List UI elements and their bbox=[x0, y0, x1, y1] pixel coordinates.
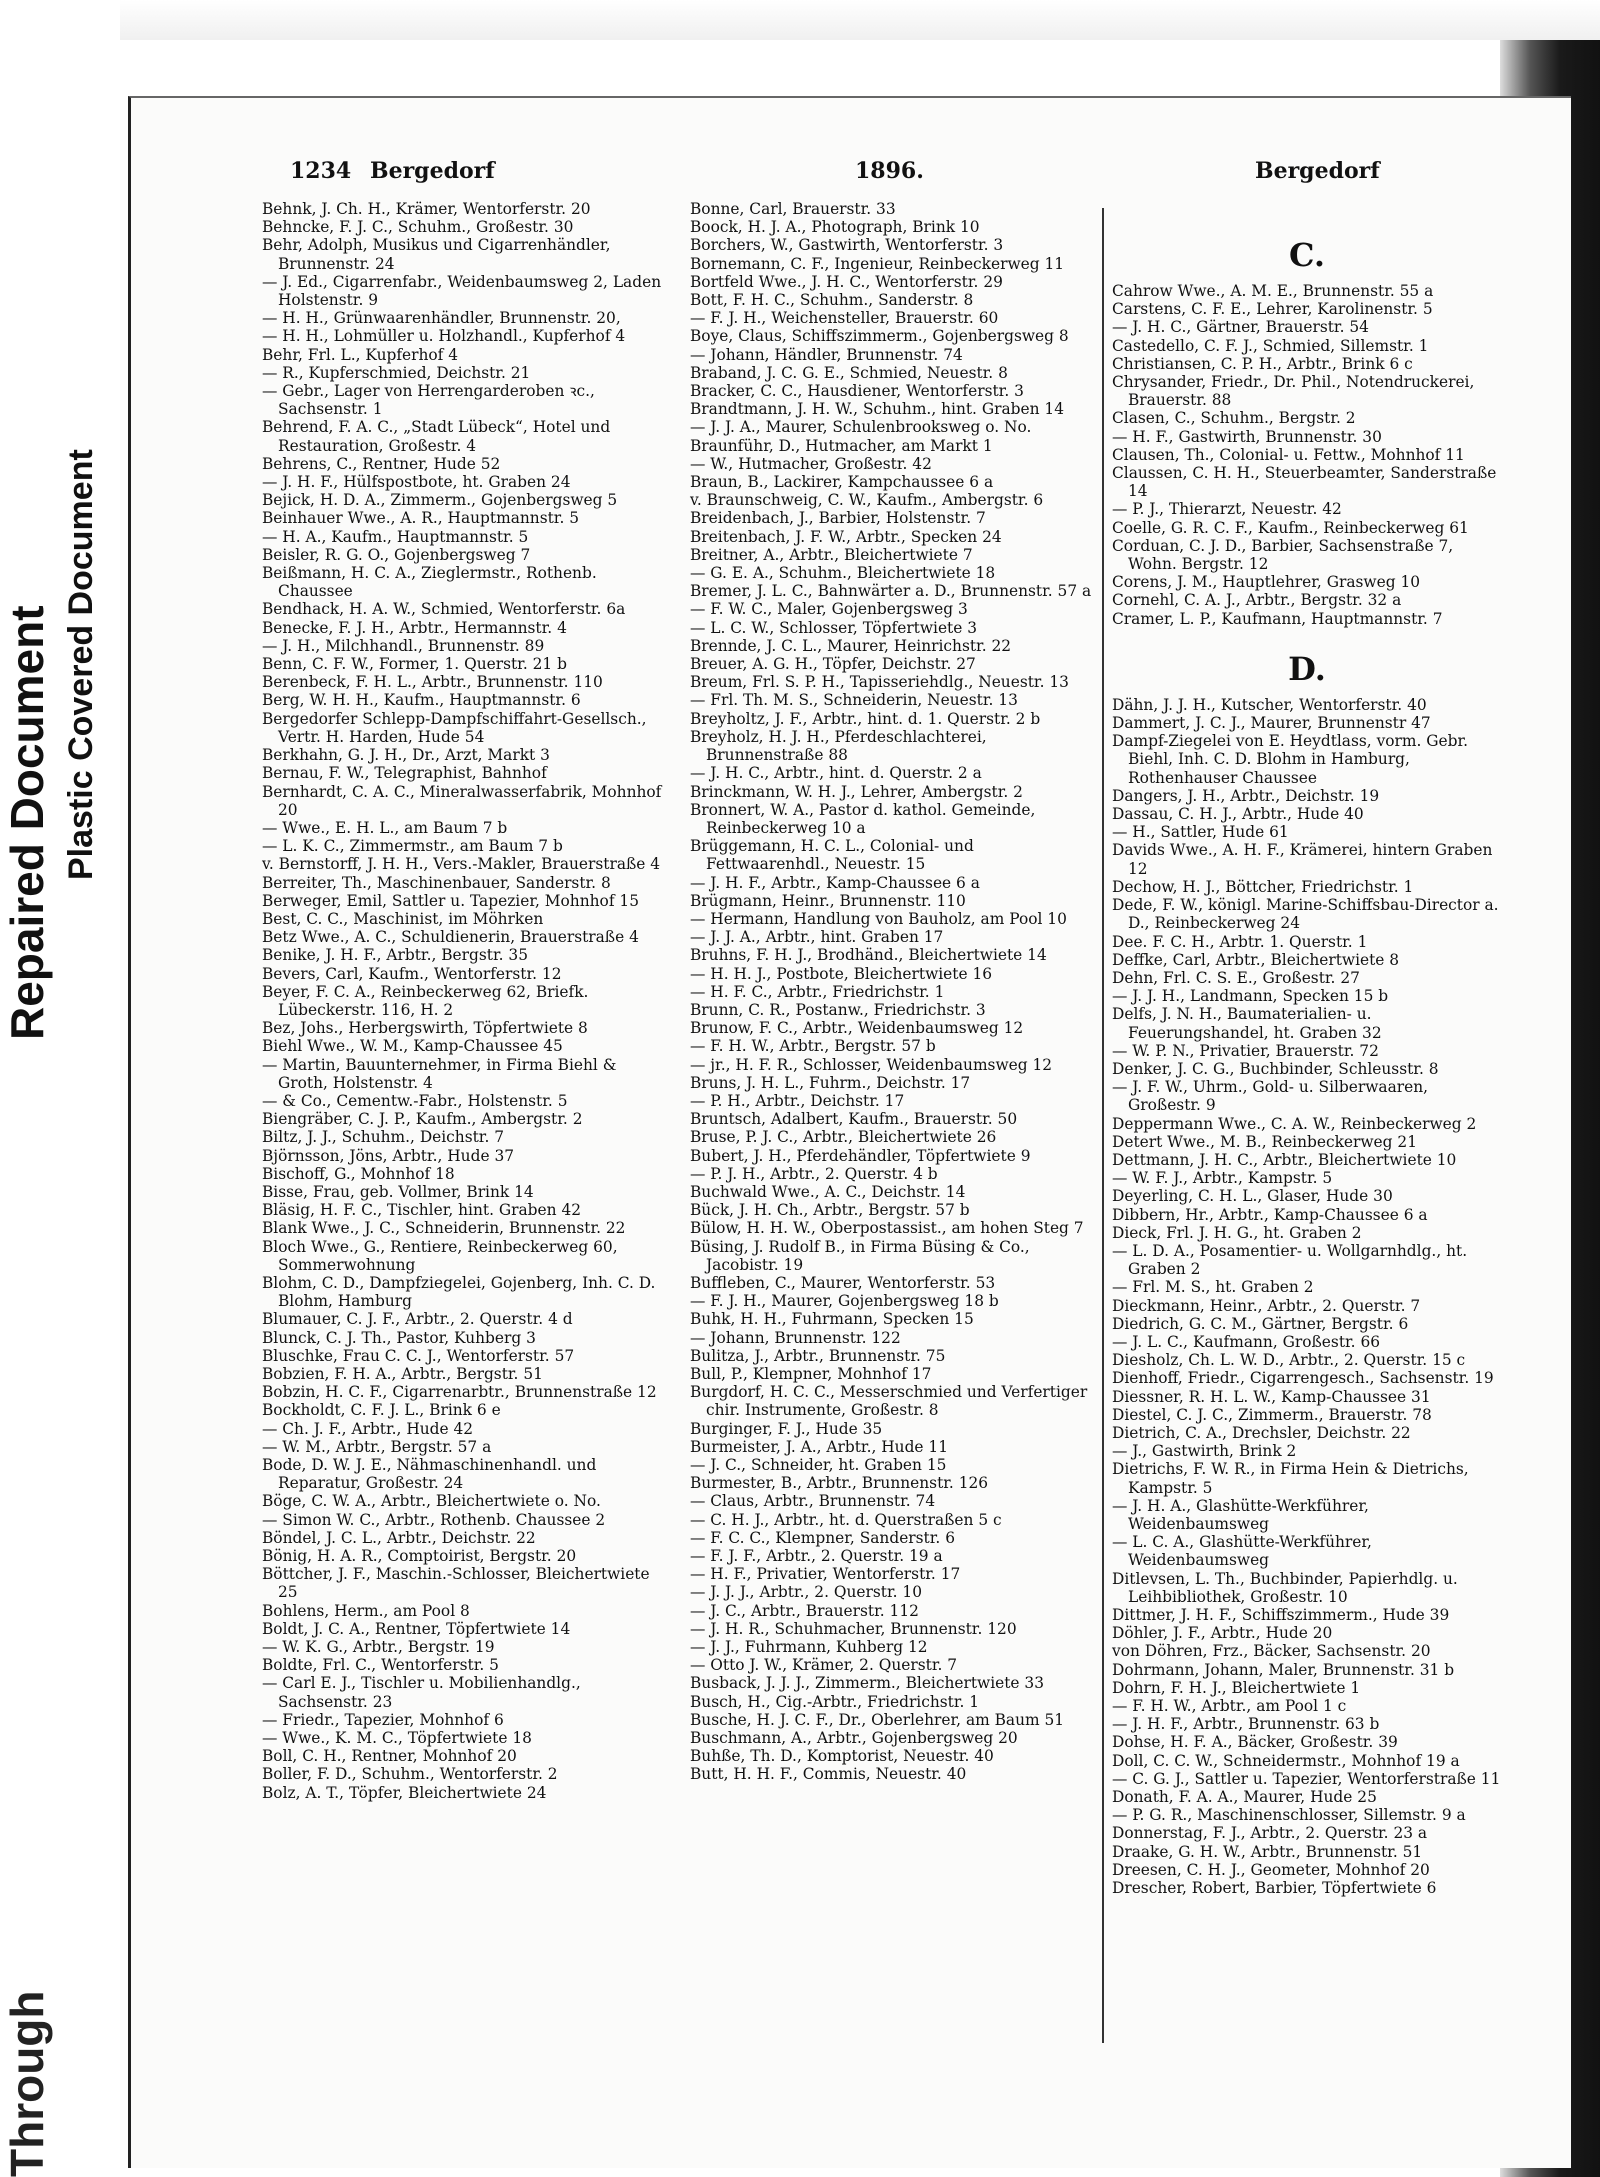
directory-entry: Buhk, H. H., Fuhrmann, Specken 15 bbox=[690, 1310, 974, 1329]
directory-entry: Boock, H. J. A., Photograph, Brink 10 bbox=[690, 218, 980, 237]
directory-entry: Beißmann, H. C. A., Zieglermstr., Rothenb. Chaussee bbox=[262, 564, 597, 601]
directory-entry: Dee. F. C. H., Arbtr. 1. Querstr. 1 bbox=[1112, 932, 1368, 951]
directory-entry: Clasen, C., Schuhm., Bergstr. 2 bbox=[1112, 409, 1356, 428]
directory-entry: Brügmann, Heinr., Brunnenstr. 110 bbox=[690, 891, 966, 910]
directory-entry: Bull, P., Klempner, Mohnhof 17 bbox=[690, 1365, 932, 1383]
directory-entry: Brinckmann, W. H. J., Lehrer, Ambergstr. 2 bbox=[690, 782, 1023, 801]
directory-entry: Berreiter, Th., Maschinenbauer, Sanderstr. 8 bbox=[262, 873, 611, 892]
directory-entry: — W. K. G., Arbtr., Bergstr. 19 bbox=[262, 1638, 495, 1657]
directory-entry: — Carl E. J., Tischler u. Mobilienhandlg., Sachsenstr. 23 bbox=[262, 1674, 581, 1711]
scan-top-margin bbox=[120, 0, 1600, 40]
directory-entry: Cramer, L. P., Kaufmann, Hauptmannstr. 7 bbox=[1112, 609, 1443, 628]
directory-entry: Burmeister, J. A., Arbtr., Hude 11 bbox=[690, 1437, 949, 1456]
directory-entry: — J. H. C., Arbtr., hint. d. Querstr. 2 a bbox=[690, 764, 982, 783]
directory-entry: Blohm, C. D., Dampfziegelei, Gojenberg, Inh. C. D. Blohm, Hamburg bbox=[262, 1273, 656, 1311]
section-letter: C. bbox=[1288, 236, 1326, 274]
directory-entry: Böge, C. W. A., Arbtr., Bleichertwiete o. No. bbox=[262, 1492, 601, 1511]
running-head-year: 1896. bbox=[855, 158, 924, 184]
directory-column-3 bbox=[1112, 230, 1502, 1897]
directory-entry: — J. H. C., Gärtner, Brauerstr. 54 bbox=[1112, 318, 1369, 337]
directory-entry: Dettmann, J. H. C., Arbtr., Bleichertwiete 10 bbox=[1112, 1150, 1457, 1169]
directory-entry: — Wwe., E. H. L., am Baum 7 b bbox=[262, 818, 508, 837]
directory-entry: — H. F. C., Arbtr., Friedrichstr. 1 bbox=[690, 982, 945, 1001]
directory-entry: — Claus, Arbtr., Brunnenstr. 74 bbox=[690, 1492, 936, 1511]
directory-entry: Boldte, Frl. C., Wentorferstr. 5 bbox=[262, 1656, 499, 1675]
directory-entry: Cahrow Wwe., A. M. E., Brunnenstr. 55 a bbox=[1112, 282, 1434, 300]
directory-entry: Dassau, C. H. J., Arbtr., Hude 40 bbox=[1112, 805, 1364, 824]
directory-entry: Dangers, J. H., Arbtr., Deichstr. 19 bbox=[1112, 786, 1380, 805]
directory-entry: Bobzin, H. C. F., Cigarrenarbtr., Brunnenstraße 12 bbox=[262, 1383, 657, 1402]
directory-entry: Claussen, C. H. H., Steuerbeamter, Sanderstraße 14 bbox=[1112, 464, 1497, 501]
directory-entry: — J. J. A., Maurer, Schulenbrooksweg o. No. bbox=[690, 418, 1032, 437]
directory-entry: Beinhauer Wwe., A. R., Hauptmannstr. 5 bbox=[262, 509, 580, 528]
directory-entry: Bruntsch, Adalbert, Kaufm., Brauerstr. 50 bbox=[690, 1110, 1018, 1129]
directory-entry: Bubert, J. H., Pferdehändler, Töpfertwiete 9 bbox=[690, 1146, 1031, 1165]
directory-entry: Behr, Frl. L., Kupferhof 4 bbox=[262, 345, 459, 364]
directory-entry: Dechow, H. J., Böttcher, Friedrichstr. 1 bbox=[1112, 877, 1414, 896]
directory-entry: — J. J. A., Arbtr., hint. Graben 17 bbox=[690, 928, 944, 947]
directory-entry: — P. J. H., Arbtr., 2. Querstr. 4 b bbox=[690, 1164, 938, 1183]
directory-entry: Deffke, Carl, Arbtr., Bleichertwiete 8 bbox=[1112, 950, 1400, 969]
directory-entry: Best, C. C., Maschinist, im Möhrken bbox=[262, 909, 544, 928]
directory-entry: — J. J. J., Arbtr., 2. Querstr. 10 bbox=[690, 1583, 922, 1602]
directory-entry: Bohlens, Herm., am Pool 8 bbox=[262, 1601, 470, 1620]
directory-entry: Dibbern, Hr., Arbtr., Kamp-Chaussee 6 a bbox=[1112, 1205, 1428, 1224]
directory-entry: Benn, C. F. W., Former, 1. Querstr. 21 b bbox=[262, 655, 567, 674]
directory-entry: — Frl. Th. M. S., Schneiderin, Neuestr. 13 bbox=[690, 691, 1018, 710]
directory-entry: Boller, F. D., Schuhm., Wentorferstr. 2 bbox=[262, 1765, 558, 1784]
directory-entry: Boldt, J. C. A., Rentner, Töpfertwiete 14 bbox=[262, 1619, 571, 1638]
directory-column-1 bbox=[262, 200, 662, 1802]
directory-entry: — W. M., Arbtr., Bergstr. 57 a bbox=[262, 1437, 492, 1456]
directory-entry: Behr, Adolph, Musikus und Cigarrenhändler, Brunnenstr. 24 bbox=[262, 236, 611, 273]
directory-entry: — J. H. F., Arbtr., Kamp-Chaussee 6 a bbox=[690, 873, 980, 892]
directory-entry: — Martin, Bauunternehmer, in Firma Biehl & Groth, Holstenstr. 4 bbox=[262, 1055, 617, 1092]
directory-entry: Dampf-Ziegelei von E. Heydtlass, vorm. Gebr. Biehl, Inh. C. D. Blohm in Hamburg, Rothenhauser Chaussee bbox=[1112, 732, 1469, 787]
directory-entry: Dittmer, J. H. F., Schiffszimmerm., Hude 39 bbox=[1112, 1606, 1450, 1625]
directory-entry: Bobzien, F. H. A., Arbtr., Bergstr. 51 bbox=[262, 1365, 543, 1383]
directory-entry: Bockholdt, C. F. J. L., Brink 6 e bbox=[262, 1401, 501, 1420]
directory-entry: Blunck, C. J. Th., Pastor, Kuhberg 3 bbox=[262, 1328, 536, 1347]
directory-entry: Bläsig, H. F. C., Tischler, hint. Graben 42 bbox=[262, 1201, 582, 1220]
directory-entry: Bernau, F. W., Telegraphist, Bahnhof bbox=[262, 764, 547, 783]
directory-entry: — H. F., Privatier, Wentorferstr. 17 bbox=[690, 1565, 961, 1584]
directory-entry: — Friedr., Tapezier, Mohnhof 6 bbox=[262, 1710, 504, 1729]
directory-entry: v. Braunschweig, C. W., Kaufm., Ambergstr. 6 bbox=[690, 491, 1044, 510]
directory-entry: Denker, J. C. G., Buchbinder, Schleusstr. 8 bbox=[1112, 1059, 1439, 1078]
page-number: 1234 bbox=[290, 158, 352, 184]
directory-entry: Burmester, B., Arbtr., Brunnenstr. 126 bbox=[690, 1474, 989, 1493]
directory-entry: — F. J. H., Maurer, Gojenbergsweg 18 b bbox=[690, 1292, 999, 1311]
directory-entry: Bluschke, Frau C. C. J., Wentorferstr. 57 bbox=[262, 1346, 575, 1365]
directory-entry: Braband, J. C. G. E., Schmied, Neuestr. 8 bbox=[690, 363, 1008, 382]
directory-entry: — R., Kupferschmied, Deichstr. 21 bbox=[262, 363, 531, 382]
directory-entry: Bruse, P. J. C., Arbtr., Bleichertwiete 26 bbox=[690, 1128, 997, 1147]
directory-entry: — L. K. C., Zimmermstr., am Baum 7 b bbox=[262, 837, 563, 856]
directory-entry: — Simon W. C., Arbtr., Rothenb. Chaussee 2 bbox=[262, 1510, 606, 1529]
directory-entry: Bez, Johs., Herbergswirth, Töpfertwiete 8 bbox=[262, 1019, 588, 1038]
running-head-left: Bergedorf bbox=[370, 158, 495, 184]
directory-entry: Borchers, W., Gastwirth, Wentorferstr. 3 bbox=[690, 236, 1004, 255]
directory-entry: Diestel, C. J. C., Zimmerm., Brauerstr. 78 bbox=[1112, 1405, 1432, 1424]
directory-entry: — G. E. A., Schuhm., Bleichertwiete 18 bbox=[690, 564, 996, 583]
directory-entry: Böndel, J. C. L., Arbtr., Deichstr. 22 bbox=[262, 1528, 536, 1547]
directory-entry: Butt, H. H. F., Commis, Neuestr. 40 bbox=[690, 1765, 967, 1784]
directory-column-2 bbox=[690, 200, 1100, 1784]
directory-entry: Bevers, Carl, Kaufm., Wentorferstr. 12 bbox=[262, 964, 562, 983]
directory-entry: Drescher, Robert, Barbier, Töpfertwiete 6 bbox=[1112, 1879, 1437, 1898]
directory-entry: Davids Wwe., A. H. F., Krämerei, hintern Graben 12 bbox=[1112, 841, 1493, 878]
directory-entry: Berenbeck, F. H. L., Arbtr., Brunnenstr. 110 bbox=[262, 673, 603, 692]
directory-entry: Bülow, H. H. W., Oberpostassist., am hohen Steg 7 bbox=[690, 1219, 1084, 1238]
directory-entry: Breitenbach, J. F. W., Arbtr., Specken 24 bbox=[690, 527, 1002, 546]
directory-entry: Breum, Frl. S. P. H., Tapisseriehdlg., Neuestr. 13 bbox=[690, 673, 1069, 692]
directory-entry: Buffleben, C., Maurer, Wentorferstr. 53 bbox=[690, 1273, 996, 1292]
directory-entry: Deyerling, C. H. L., Glaser, Hude 30 bbox=[1112, 1187, 1393, 1206]
directory-entry: Blank Wwe., J. C., Schneiderin, Brunnenstr. 22 bbox=[262, 1219, 626, 1238]
directory-entry: — J. H. F., Hülfspostbote, ht. Graben 24 bbox=[262, 473, 571, 492]
directory-entry: Bernhardt, C. A. C., Mineralwasserfabrik, Mohnhof 20 bbox=[262, 782, 662, 819]
directory-entry: — P. J., Thierarzt, Neuestr. 42 bbox=[1112, 500, 1342, 519]
directory-entry: — J. J. H., Landmann, Specken 15 b bbox=[1112, 987, 1389, 1006]
directory-entry: Dehn, Frl. C. S. E., Großestr. 27 bbox=[1112, 968, 1360, 987]
directory-entry: Chrysander, Friedr., Dr. Phil., Notendruckerei, Brauerstr. 88 bbox=[1112, 373, 1475, 410]
directory-entry: Carstens, C. F. E., Lehrer, Karolinenstr. 5 bbox=[1112, 300, 1433, 319]
directory-entry: Biltz, J. J., Schuhm., Deichstr. 7 bbox=[262, 1128, 505, 1147]
directory-entry: Böttcher, J. F., Maschin.-Schlosser, Bleichertwiete 25 bbox=[262, 1565, 650, 1602]
directory-entry: Diessner, R. H. L. W., Kamp-Chaussee 31 bbox=[1112, 1387, 1431, 1406]
directory-entry: — J., Gastwirth, Brink 2 bbox=[1112, 1442, 1297, 1461]
directory-entry: Bergedorfer Schlepp-Dampfschiffahrt-Gesellsch., Vertr. H. Harden, Hude 54 bbox=[262, 709, 647, 746]
directory-entry: — J. Ed., Cigarrenfabr., Weidenbaumsweg 2, Laden Holstenstr. 9 bbox=[262, 272, 662, 310]
directory-entry: — Wwe., K. M. C., Töpfertwiete 18 bbox=[262, 1729, 532, 1748]
directory-entry: Draake, G. H. W., Arbtr., Brunnenstr. 51 bbox=[1112, 1842, 1423, 1861]
directory-entry: — F. J. H., Weichensteller, Brauerstr. 60 bbox=[690, 309, 999, 328]
directory-entry: Benecke, F. J. H., Arbtr., Hermannstr. 4 bbox=[262, 618, 567, 637]
directory-entry: — C. G. J., Sattler u. Tapezier, Wentorferstraße 11 bbox=[1112, 1769, 1501, 1788]
directory-entry: Bruns, J. H. L., Fuhrm., Deichstr. 17 bbox=[690, 1073, 971, 1092]
directory-entry: Busche, H. J. C. F., Dr., Oberlehrer, am Baum 51 bbox=[690, 1710, 1065, 1729]
directory-entry: Diedrich, G. C. M., Gärtner, Bergstr. 6 bbox=[1112, 1314, 1409, 1333]
directory-entry: Bendhack, H. A. W., Schmied, Wentorferstr. 6a bbox=[262, 600, 626, 619]
directory-entry: Bejick, H. D. A., Zimmerm., Gojenbergsweg 5 bbox=[262, 491, 618, 510]
directory-entry: Biengräber, C. J. P., Kaufm., Ambergstr. 2 bbox=[262, 1110, 583, 1129]
directory-entry: — Hermann, Handlung von Bauholz, am Pool 10 bbox=[690, 909, 1067, 928]
directory-entry: Breyholtz, J. F., Arbtr., hint. d. 1. Querstr. 2 b bbox=[690, 709, 1041, 728]
directory-entry: Dietrich, C. A., Drechsler, Deichstr. 22 bbox=[1112, 1423, 1411, 1442]
directory-entry: — J. H. A., Glashütte-Werkführer, Weidenbaumsweg bbox=[1112, 1496, 1369, 1533]
directory-entry: — J. J., Fuhrmann, Kuhberg 12 bbox=[690, 1638, 928, 1657]
directory-entry: Cornehl, C. A. J., Arbtr., Bergstr. 32 a bbox=[1112, 591, 1402, 610]
directory-entry: Dieck, Frl. J. H. G., ht. Graben 2 bbox=[1112, 1223, 1362, 1242]
directory-entry: — W., Hutmacher, Großestr. 42 bbox=[690, 454, 932, 473]
directory-entry: — Johann, Händler, Brunnenstr. 74 bbox=[690, 345, 963, 364]
directory-entry: Biehl Wwe., W. M., Kamp-Chaussee 45 bbox=[262, 1037, 563, 1056]
directory-entry: Brunn, C. R., Postanw., Friedrichstr. 3 bbox=[690, 1000, 986, 1019]
directory-entry: — H. A., Kaufm., Hauptmannstr. 5 bbox=[262, 527, 529, 546]
directory-entry: Bloch Wwe., G., Rentiere, Reinbeckerweg 60, Sommerwohnung bbox=[262, 1237, 618, 1274]
directory-entry: Bortfeld Wwe., J. H. C., Wentorferstr. 29 bbox=[690, 272, 1003, 291]
section-letter: D. bbox=[1288, 649, 1326, 688]
directory-entry: Behncke, F. J. C., Schuhm., Großestr. 30 bbox=[262, 218, 574, 237]
directory-entry: Diesholz, Ch. L. W. D., Arbtr., 2. Querstr. 15 c bbox=[1112, 1351, 1466, 1370]
directory-entry: Ditlevsen, L. Th., Buchbinder, Papierhdlg. u. Leihbibliothek, Großestr. 10 bbox=[1112, 1569, 1458, 1606]
directory-entry: Dietrichs, F. W. R., in Firma Hein & Dietrichs, Kampstr. 5 bbox=[1112, 1460, 1469, 1497]
directory-entry: — F. W. C., Maler, Gojenbergsweg 3 bbox=[690, 600, 968, 619]
directory-entry: — P. G. R., Maschinenschlosser, Sillemstr. 9 a bbox=[1112, 1806, 1466, 1825]
directory-entry: Breidenbach, J., Barbier, Holstenstr. 7 bbox=[690, 509, 986, 528]
directory-entry: Boll, C. H., Rentner, Mohnhof 20 bbox=[262, 1747, 517, 1766]
directory-entry: Bischoff, G., Mohnhof 18 bbox=[262, 1164, 455, 1183]
directory-entry: Dieckmann, Heinr., Arbtr., 2. Querstr. 7 bbox=[1112, 1296, 1421, 1315]
running-head-right: Bergedorf bbox=[1255, 158, 1380, 184]
directory-entry: — J. C., Arbtr., Brauerstr. 112 bbox=[690, 1601, 919, 1620]
directory-entry: Deppermann Wwe., C. A. W., Reinbeckerweg 2 bbox=[1112, 1114, 1477, 1133]
directory-entry: — J. L. C., Kaufmann, Großestr. 66 bbox=[1112, 1332, 1381, 1351]
directory-entry: Donath, F. A. A., Maurer, Hude 25 bbox=[1112, 1788, 1377, 1807]
directory-entry: Bode, D. W. J. E., Nähmaschinenhandl. und Reparatur, Großestr. 24 bbox=[262, 1456, 597, 1493]
directory-entry: Dohse, H. F. A., Bäcker, Großestr. 39 bbox=[1112, 1733, 1398, 1752]
directory-entry: — Frl. M. S., ht. Graben 2 bbox=[1112, 1278, 1314, 1297]
directory-entry: Boye, Claus, Schiffszimmerm., Gojenbergsweg 8 bbox=[690, 327, 1069, 346]
directory-entry: Döhler, J. F., Arbtr., Hude 20 bbox=[1112, 1624, 1333, 1643]
directory-entry: — F. J. F., Arbtr., 2. Querstr. 19 a bbox=[690, 1547, 943, 1566]
directory-entry: Burgdorf, H. C. C., Messerschmied und Verfertiger chir. Instrumente, Großestr. 8 bbox=[690, 1383, 1088, 1420]
directory-entry: Bolz, A. T., Töpfer, Bleichertwiete 24 bbox=[262, 1783, 547, 1802]
directory-entry: Clausen, Th., Colonial- u. Fettw., Mohnhof 11 bbox=[1112, 445, 1465, 464]
directory-entry: — J. H. R., Schuhmacher, Brunnenstr. 120 bbox=[690, 1619, 1017, 1638]
directory-entry: — Johann, Brunnenstr. 122 bbox=[690, 1328, 901, 1347]
directory-entry: Bornemann, C. F., Ingenieur, Reinbeckerweg 11 bbox=[690, 254, 1065, 273]
directory-entry: Behnk, J. Ch. H., Krämer, Wentorferstr. 20 bbox=[262, 200, 591, 218]
directory-entry: Bruhns, F. H. J., Brodhänd., Bleichertwiete 14 bbox=[690, 946, 1047, 965]
directory-entry: Bück, J. H. Ch., Arbtr., Bergstr. 57 b bbox=[690, 1201, 970, 1220]
directory-entry: Corens, J. M., Hauptlehrer, Grasweg 10 bbox=[1112, 573, 1421, 592]
directory-entry: — L. C. A., Glashütte-Werkführer, Weidenbaumsweg bbox=[1112, 1533, 1372, 1570]
directory-entry: Berg, W. H. H., Kaufm., Hauptmannstr. 6 bbox=[262, 691, 581, 710]
directory-entry: Dammert, J. C. J., Maurer, Brunnenstr 47 bbox=[1112, 714, 1431, 733]
directory-entry: Castedello, C. F. J., Schmied, Sillemstr. 1 bbox=[1112, 336, 1429, 355]
directory-entry: — L. C. W., Schlosser, Töpfertwiete 3 bbox=[690, 618, 978, 637]
directory-entry: Behrend, F. A. C., „Stadt Lübeck“, Hotel und Restauration, Großestr. 4 bbox=[262, 418, 611, 455]
directory-entry: Brunow, F. C., Arbtr., Weidenbaumsweg 12 bbox=[690, 1019, 1024, 1038]
directory-entry: Braunführ, D., Hutmacher, am Markt 1 bbox=[690, 436, 993, 455]
directory-entry: — H. F., Gastwirth, Brunnenstr. 30 bbox=[1112, 427, 1382, 446]
directory-entry: — H. H., Grünwaarenhändler, Brunnenstr. 20, bbox=[262, 309, 621, 328]
directory-entry: Dähn, J. J. H., Kutscher, Wentorferstr. 40 bbox=[1112, 695, 1427, 714]
directory-entry: Dohrmann, Johann, Maler, Brunnenstr. 31 b bbox=[1112, 1660, 1455, 1679]
directory-entry: Delfs, J. N. H., Baumaterialien- u. Feuerungshandel, ht. Graben 32 bbox=[1112, 1005, 1382, 1042]
directory-entry: Bulitza, J., Arbtr., Brunnenstr. 75 bbox=[690, 1346, 946, 1365]
directory-entry: — H. H. J., Postbote, Bleichertwiete 16 bbox=[690, 964, 993, 983]
side-label-through: Through bbox=[1, 1990, 53, 2177]
directory-entry: — J. H., Milchhandl., Brunnenstr. 89 bbox=[262, 636, 545, 655]
directory-entry: Donnerstag, F. J., Arbtr., 2. Querstr. 23 a bbox=[1112, 1824, 1428, 1843]
directory-entry: Bracker, C. C., Hausdiener, Wentorferstr. 3 bbox=[690, 382, 1024, 401]
directory-entry: Büsing, J. Rudolf B., in Firma Büsing & Co., Jacobistr. 19 bbox=[690, 1237, 1030, 1274]
directory-entry: Bisse, Frau, geb. Vollmer, Brink 14 bbox=[262, 1182, 534, 1201]
directory-entry: Buhße, Th. D., Komptorist, Neuestr. 40 bbox=[690, 1747, 994, 1766]
directory-entry: — Ch. J. F., Arbtr., Hude 42 bbox=[262, 1419, 474, 1438]
directory-entry: — F. C. C., Klempner, Sanderstr. 6 bbox=[690, 1528, 955, 1547]
directory-entry: Christiansen, C. P. H., Arbtr., Brink 6 c bbox=[1112, 354, 1413, 373]
directory-entry: Björnsson, Jöns, Arbtr., Hude 37 bbox=[262, 1146, 515, 1165]
directory-entry: Bönig, H. A. R., Comptoirist, Bergstr. 20 bbox=[262, 1547, 577, 1566]
directory-entry: — F. H. W., Arbtr., Bergstr. 57 b bbox=[690, 1037, 936, 1056]
directory-entry: Berkhahn, G. J. H., Dr., Arzt, Markt 3 bbox=[262, 746, 550, 765]
directory-entry: Bronnert, W. A., Pastor d. kathol. Gemeinde, Reinbeckerweg 10 a bbox=[690, 800, 1036, 837]
directory-entry: Coelle, G. R. C. F., Kaufm., Reinbeckerweg 61 bbox=[1112, 518, 1469, 537]
directory-entry: — P. H., Arbtr., Deichstr. 17 bbox=[690, 1091, 905, 1110]
directory-entry: Dede, F. W., königl. Marine-Schiffsbau-Director a. D., Reinbeckerweg 24 bbox=[1112, 896, 1499, 933]
directory-entry: — H. H., Lohmüller u. Holzhandl., Kupferhof 4 bbox=[262, 327, 626, 346]
directory-entry: Beisler, R. G. O., Gojenbergsweg 7 bbox=[262, 545, 531, 564]
directory-entry: Dienhoff, Friedr., Cigarrengesch., Sachsenstr. 19 bbox=[1112, 1369, 1494, 1388]
directory-entry: — Otto J. W., Krämer, 2. Querstr. 7 bbox=[690, 1656, 958, 1675]
directory-entry: Breuer, A. G. H., Töpfer, Deichstr. 27 bbox=[690, 655, 976, 674]
directory-entry: Braun, B., Lackirer, Kampchaussee 6 a bbox=[690, 473, 994, 492]
directory-entry: — C. H. J., Arbtr., ht. d. Querstraßen 5 c bbox=[690, 1510, 1002, 1529]
directory-entry: Burginger, F. J., Hude 35 bbox=[690, 1419, 883, 1438]
directory-entry: — L. D. A., Posamentier- u. Wollgarnhdlg., ht. Graben 2 bbox=[1112, 1241, 1468, 1279]
directory-entry: — H., Sattler, Hude 61 bbox=[1112, 823, 1289, 842]
directory-entry: Bott, F. H. C., Schuhm., Sanderstr. 8 bbox=[690, 291, 974, 310]
directory-entry: Breitner, A., Arbtr., Bleichertwiete 7 bbox=[690, 545, 973, 564]
side-label-plastic: Plastic Covered Document bbox=[62, 449, 100, 880]
directory-entry: Corduan, C. J. D., Barbier, Sachsenstraße 7, Wohn. Bergstr. 12 bbox=[1112, 536, 1454, 574]
directory-entry: Buschmann, A., Arbtr., Gojenbergsweg 20 bbox=[690, 1729, 1018, 1748]
directory-entry: Brandtmann, J. H. W., Schuhm., hint. Graben 14 bbox=[690, 400, 1065, 419]
directory-entry: Busback, J. J. J., Zimmerm., Bleichertwiete 33 bbox=[690, 1674, 1045, 1693]
directory-entry: Dreesen, C. H. J., Geometer, Mohnhof 20 bbox=[1112, 1860, 1430, 1879]
directory-entry: — J. H. F., Arbtr., Brunnenstr. 63 b bbox=[1112, 1715, 1380, 1734]
directory-entry: v. Bernstorff, J. H. H., Vers.-Makler, Brauerstraße 4 bbox=[262, 855, 661, 874]
directory-entry: Buchwald Wwe., A. C., Deichstr. 14 bbox=[690, 1182, 966, 1201]
directory-entry: Betz Wwe., A. C., Schuldienerin, Brauerstraße 4 bbox=[262, 928, 639, 947]
directory-entry: — jr., H. F. R., Schlosser, Weidenbaumsweg 12 bbox=[690, 1055, 1053, 1074]
directory-entry: — J. F. W., Uhrm., Gold- u. Silberwaaren, Großestr. 9 bbox=[1112, 1078, 1429, 1115]
directory-entry: Detert Wwe., M. B., Reinbeckerweg 21 bbox=[1112, 1132, 1417, 1151]
directory-entry: Behrens, C., Rentner, Hude 52 bbox=[262, 454, 501, 473]
directory-entry: Beyer, F. C. A., Reinbeckerweg 62, Briefk. Lübeckerstr. 116, H. 2 bbox=[262, 982, 589, 1019]
column-divider bbox=[1102, 208, 1104, 2043]
side-label-repaired: Repaired Document bbox=[1, 605, 53, 1040]
directory-entry: Bremer, J. L. C., Bahnwärter a. D., Brunnenstr. 57 a bbox=[690, 582, 1092, 601]
directory-entry: Blumauer, C. J. F., Arbtr., 2. Querstr. 4 d bbox=[262, 1310, 573, 1329]
directory-entry: Breyholz, H. J. H., Pferdeschlachterei, Brunnenstraße 88 bbox=[690, 727, 987, 765]
directory-entry: Dohrn, F. H. J., Bleichertwiete 1 bbox=[1112, 1678, 1361, 1697]
directory-entry: — Gebr., Lager von Herrengarderoben ꝛc., Sachsenstr. 1 bbox=[262, 382, 595, 419]
directory-entry: Doll, C. C. W., Schneidermstr., Mohnhof 19 a bbox=[1112, 1751, 1460, 1770]
directory-entry: — W. P. N., Privatier, Brauerstr. 72 bbox=[1112, 1041, 1379, 1060]
directory-entry: Benike, J. H. F., Arbtr., Bergstr. 35 bbox=[262, 946, 528, 965]
directory-entry: — J. C., Schneider, ht. Graben 15 bbox=[690, 1456, 947, 1475]
directory-entry: Busch, H., Cig.-Arbtr., Friedrichstr. 1 bbox=[690, 1692, 980, 1711]
directory-entry: von Döhren, Frz., Bäcker, Sachsenstr. 20 bbox=[1112, 1642, 1431, 1661]
directory-entry: Bonne, Carl, Brauerstr. 33 bbox=[690, 200, 896, 218]
directory-entry: Brennde, J. C. L., Maurer, Heinrichstr. 22 bbox=[690, 636, 1012, 655]
directory-entry: Berweger, Emil, Sattler u. Tapezier, Mohnhof 15 bbox=[262, 891, 639, 910]
directory-entry: — W. F. J., Arbtr., Kampstr. 5 bbox=[1112, 1169, 1333, 1188]
directory-entry: — & Co., Cementw.-Fabr., Holstenstr. 5 bbox=[262, 1091, 568, 1110]
directory-entry: Brüggemann, H. C. L., Colonial- und Fettwaarenhdl., Neuestr. 15 bbox=[690, 837, 974, 874]
directory-entry: — F. H. W., Arbtr., am Pool 1 c bbox=[1112, 1697, 1347, 1716]
